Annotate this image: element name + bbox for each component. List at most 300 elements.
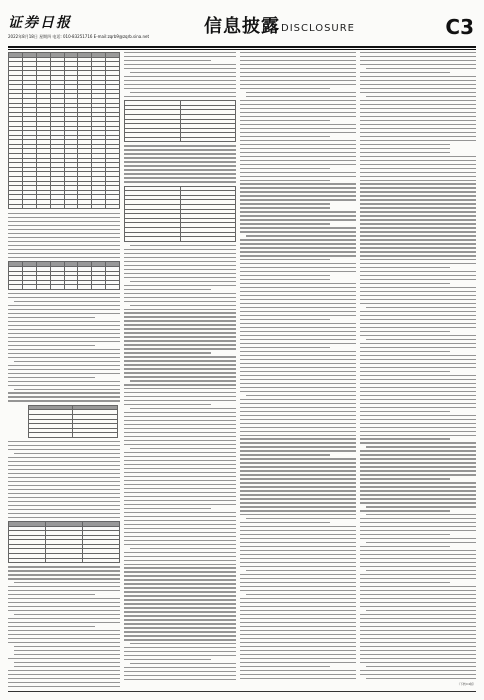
text-line <box>240 590 356 591</box>
data-table-4 <box>8 521 120 563</box>
text-line <box>240 526 356 527</box>
table-cell <box>46 558 83 563</box>
table-cell <box>50 285 64 290</box>
text-line <box>360 72 450 73</box>
text-line <box>366 678 476 679</box>
text-line <box>360 263 476 264</box>
text-line <box>240 494 356 495</box>
text-line <box>124 464 236 465</box>
text-line <box>360 395 476 396</box>
text-line <box>360 518 476 519</box>
table-cell <box>92 285 106 290</box>
text-line <box>124 571 236 572</box>
text-line <box>124 348 236 349</box>
text-line <box>366 68 476 69</box>
text-line <box>8 574 120 575</box>
text-line <box>8 686 120 687</box>
text-line <box>124 177 236 178</box>
text-line <box>8 489 120 490</box>
text-line <box>360 562 476 563</box>
text-line <box>8 225 120 226</box>
column-1-text <box>8 213 120 258</box>
text-line <box>8 618 120 619</box>
column-1-text-3 <box>8 441 120 518</box>
text-line <box>240 614 356 615</box>
masthead-rule-thin <box>8 49 476 50</box>
text-line <box>124 384 236 385</box>
text-line <box>240 287 356 288</box>
text-line <box>124 269 236 270</box>
text-line <box>240 307 356 308</box>
text-line <box>8 337 120 338</box>
text-line <box>240 450 356 451</box>
text-line <box>360 92 476 93</box>
text-line <box>360 602 476 603</box>
text-line <box>240 168 330 169</box>
text-line <box>240 586 356 587</box>
text-line <box>8 670 120 671</box>
text-line <box>8 465 120 466</box>
text-line <box>360 271 476 272</box>
text-line <box>130 245 236 246</box>
text-line <box>124 336 236 337</box>
text-line <box>124 320 236 321</box>
text-line <box>240 231 356 232</box>
text-line <box>240 502 356 503</box>
text-line <box>124 249 236 250</box>
text-line <box>8 441 120 442</box>
text-line <box>240 582 356 583</box>
text-line <box>360 375 476 376</box>
text-line <box>14 646 120 647</box>
text-line <box>240 654 356 655</box>
text-line <box>360 626 476 627</box>
text-line <box>130 92 236 93</box>
text-line <box>240 187 356 188</box>
text-line <box>8 481 120 482</box>
text-line <box>240 291 356 292</box>
text-line <box>360 586 476 587</box>
text-line <box>366 666 476 667</box>
text-line <box>240 438 356 439</box>
text-line <box>124 328 236 329</box>
text-line <box>240 267 356 268</box>
text-line <box>360 124 476 125</box>
text-line <box>240 144 356 145</box>
text-line <box>240 299 356 300</box>
text-line <box>8 578 120 579</box>
text-line <box>124 440 236 441</box>
text-line <box>360 450 476 451</box>
table-cell <box>9 204 23 209</box>
text-line <box>124 611 236 612</box>
text-line <box>360 291 476 292</box>
text-line <box>124 400 236 401</box>
text-line <box>14 582 120 583</box>
text-line <box>124 599 236 600</box>
text-line <box>240 160 356 161</box>
text-line <box>360 638 476 639</box>
table-cell <box>9 285 23 290</box>
text-line <box>124 468 236 469</box>
text-line <box>240 52 356 53</box>
text-line <box>240 239 356 240</box>
text-line <box>240 255 356 256</box>
column-1-text-2 <box>8 293 120 402</box>
text-line <box>124 153 236 154</box>
text-line <box>124 460 236 461</box>
text-line <box>360 132 476 133</box>
text-line <box>8 505 120 506</box>
text-line <box>124 480 236 481</box>
text-line <box>246 518 356 519</box>
text-line <box>366 307 476 308</box>
text-line <box>124 667 236 668</box>
text-line <box>360 311 476 312</box>
table-cell <box>180 237 236 242</box>
text-line <box>240 506 356 507</box>
text-line <box>240 626 356 627</box>
text-line <box>240 180 330 181</box>
text-line <box>8 293 120 294</box>
text-line <box>240 514 356 515</box>
text-line <box>124 528 236 529</box>
text-line <box>240 662 356 663</box>
text-line <box>360 642 476 643</box>
issue-line: 2022年8月18日 星期四 电话: 010-83251716 E-mail:zqrb9@zqrb.sina.net <box>8 34 150 39</box>
text-line <box>240 622 356 623</box>
text-line <box>240 674 356 675</box>
text-line <box>360 303 476 304</box>
text-line <box>8 497 120 498</box>
text-line <box>124 532 236 533</box>
text-line <box>124 444 236 445</box>
text-line <box>360 323 476 324</box>
text-line <box>124 293 236 294</box>
table-cell <box>9 558 46 563</box>
table-cell <box>106 204 120 209</box>
text-line <box>124 297 236 298</box>
text-line <box>124 257 236 258</box>
text-line <box>8 477 120 478</box>
text-line <box>240 442 356 443</box>
text-line <box>8 233 120 234</box>
text-line <box>124 356 236 357</box>
masthead <box>8 14 476 44</box>
text-line <box>240 319 330 320</box>
text-line <box>360 674 476 675</box>
table-row <box>9 285 120 290</box>
text-line <box>240 327 356 328</box>
text-line <box>360 327 476 328</box>
text-line <box>360 363 476 364</box>
text-line <box>240 60 356 61</box>
text-line <box>360 582 450 583</box>
column-1 <box>8 52 120 688</box>
text-line <box>130 663 236 664</box>
text-line <box>366 96 476 97</box>
text-line <box>360 279 476 280</box>
text-line <box>360 554 476 555</box>
text-line <box>240 646 356 647</box>
text-line <box>360 255 476 256</box>
text-line <box>124 544 236 545</box>
text-line <box>240 546 356 547</box>
text-line <box>360 351 450 352</box>
text-line <box>360 391 476 392</box>
text-line <box>124 344 236 345</box>
text-line <box>366 570 476 571</box>
text-line <box>240 132 356 133</box>
text-line <box>240 323 356 324</box>
text-line <box>240 176 356 177</box>
table-cell <box>180 137 236 142</box>
text-line <box>240 303 356 304</box>
text-line <box>124 149 236 150</box>
text-line <box>360 259 476 260</box>
text-line <box>124 265 236 266</box>
text-line <box>124 508 211 509</box>
text-line <box>360 558 476 559</box>
text-line <box>124 627 236 628</box>
footer-rule <box>8 691 476 692</box>
text-line <box>360 498 476 499</box>
text-line <box>360 383 476 384</box>
text-line <box>360 164 476 165</box>
text-line <box>124 476 236 477</box>
text-line <box>8 385 120 386</box>
text-line <box>360 486 476 487</box>
text-line <box>124 615 236 616</box>
text-line <box>8 313 120 314</box>
text-line <box>360 287 476 288</box>
text-line <box>360 100 476 101</box>
text-line <box>240 462 356 463</box>
text-line <box>124 145 236 146</box>
text-line <box>360 598 476 599</box>
text-line <box>360 148 450 149</box>
text-line <box>360 120 476 121</box>
text-line <box>360 415 476 416</box>
text-line <box>124 556 236 557</box>
text-line <box>360 52 476 53</box>
text-line <box>124 500 236 501</box>
text-line <box>130 305 236 306</box>
text-line <box>240 88 330 89</box>
text-line <box>240 578 356 579</box>
text-line <box>360 116 476 117</box>
text-line <box>360 594 476 595</box>
text-line <box>360 646 476 647</box>
text-line <box>130 548 236 549</box>
column-3-text <box>240 52 356 679</box>
table-row <box>9 558 120 563</box>
text-line <box>360 335 476 336</box>
text-line <box>14 389 120 390</box>
table-cell <box>125 237 181 242</box>
text-line <box>124 161 236 162</box>
text-line <box>360 658 476 659</box>
text-line <box>360 427 476 428</box>
text-line <box>8 473 120 474</box>
text-line <box>124 587 236 588</box>
text-line <box>240 331 356 332</box>
text-line <box>240 100 356 101</box>
text-line <box>240 80 356 81</box>
text-line <box>124 647 236 648</box>
text-line <box>124 424 236 425</box>
text-line <box>360 454 476 455</box>
text-line <box>360 478 450 479</box>
text-line <box>124 84 236 85</box>
text-line <box>360 191 476 192</box>
text-line <box>240 140 356 141</box>
table-row <box>125 137 236 142</box>
text-line <box>240 498 356 499</box>
text-line <box>124 312 236 313</box>
text-line <box>360 84 476 85</box>
text-line <box>360 606 476 607</box>
table-cell <box>36 285 50 290</box>
text-line <box>240 363 356 364</box>
text-line <box>240 108 356 109</box>
text-line <box>360 490 476 491</box>
text-line <box>360 195 476 196</box>
text-line <box>360 299 476 300</box>
text-line <box>8 373 120 374</box>
text-line <box>124 340 236 341</box>
text-line <box>240 263 356 264</box>
text-line <box>240 259 330 260</box>
text-line <box>360 319 476 320</box>
text-line <box>124 392 236 393</box>
text-line <box>240 124 356 125</box>
newspaper-logo <box>8 14 104 32</box>
text-line <box>8 509 120 510</box>
text-line <box>124 96 236 97</box>
text-line <box>240 355 356 356</box>
text-line <box>240 164 356 165</box>
text-line <box>8 606 120 607</box>
text-line <box>240 423 356 424</box>
text-line <box>240 538 356 539</box>
text-line <box>240 104 356 105</box>
text-line <box>360 590 476 591</box>
table-cell <box>50 204 64 209</box>
text-line <box>360 223 476 224</box>
text-line <box>240 474 356 475</box>
text-line <box>360 502 476 503</box>
text-line <box>240 271 356 272</box>
text-line <box>8 221 120 222</box>
text-line <box>240 562 356 563</box>
text-line <box>124 651 236 652</box>
text-line <box>124 679 236 680</box>
text-line <box>360 239 476 240</box>
text-line <box>124 575 236 576</box>
text-line <box>240 84 356 85</box>
column-2 <box>124 52 236 688</box>
text-line <box>360 630 476 631</box>
text-line <box>8 297 120 298</box>
text-line <box>240 554 356 555</box>
text-line <box>8 630 120 631</box>
text-line <box>360 423 476 424</box>
text-line <box>124 583 236 584</box>
text-line <box>360 550 476 551</box>
text-line <box>8 377 95 378</box>
text-line <box>240 383 356 384</box>
text-line <box>360 267 450 268</box>
text-line <box>124 619 236 620</box>
text-line <box>240 207 330 208</box>
text-line <box>240 618 356 619</box>
text-line <box>240 172 356 173</box>
text-line <box>360 112 476 113</box>
text-line <box>124 635 236 636</box>
text-line <box>124 404 211 405</box>
text-line <box>124 309 236 310</box>
text-line <box>124 671 236 672</box>
text-line <box>130 448 236 449</box>
text-line <box>360 438 450 439</box>
text-line <box>240 335 356 336</box>
text-line <box>360 199 476 200</box>
text-line <box>8 570 120 571</box>
text-line <box>240 454 330 455</box>
text-line <box>8 626 95 627</box>
text-line <box>130 643 236 644</box>
text-line <box>366 506 476 507</box>
text-line <box>360 399 476 400</box>
text-line <box>240 359 356 360</box>
text-line <box>360 227 476 228</box>
text-line <box>360 494 476 495</box>
text-line <box>8 257 120 258</box>
text-line <box>8 674 120 675</box>
text-line <box>124 452 236 453</box>
text-line <box>360 622 476 623</box>
text-line <box>124 488 236 489</box>
text-line <box>124 332 236 333</box>
data-table-1 <box>8 52 120 209</box>
text-line <box>240 295 356 296</box>
table-row <box>29 433 118 438</box>
text-line <box>360 219 476 220</box>
text-line <box>360 176 476 177</box>
text-line <box>8 317 95 318</box>
text-line <box>360 275 476 276</box>
text-line <box>124 301 236 302</box>
text-line <box>360 108 476 109</box>
text-line <box>240 630 356 631</box>
text-line <box>360 670 476 671</box>
text-line <box>240 275 330 276</box>
text-line <box>360 235 476 236</box>
text-line <box>8 305 120 306</box>
text-line <box>124 372 236 373</box>
text-line <box>124 603 236 604</box>
text-line <box>124 524 236 525</box>
text-line <box>360 331 450 332</box>
text-line <box>240 670 356 671</box>
text-line <box>246 570 356 571</box>
text-line <box>8 345 95 346</box>
text-line <box>8 602 120 603</box>
text-line <box>124 516 236 517</box>
text-line <box>360 634 476 635</box>
text-line <box>360 243 476 244</box>
